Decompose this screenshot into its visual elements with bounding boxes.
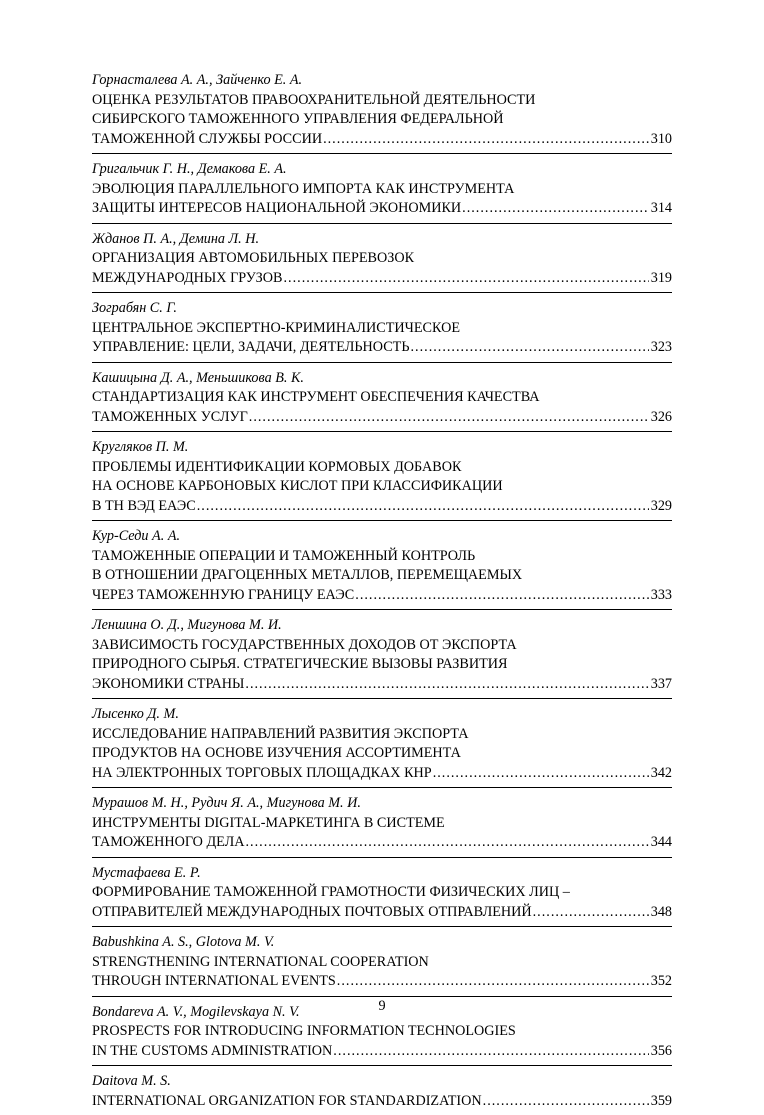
entry-authors: Daitova M. S. — [92, 1073, 171, 1089]
toc-entry[interactable] — [92, 520, 672, 605]
entry-page-number[interactable]: 356 — [650, 1042, 672, 1059]
entry-title-line: НА ЭЛЕКТРОННЫХ ТОРГОВЫХ ПЛОЩАДКАХ КНР — [92, 764, 432, 781]
toc-entry[interactable] — [92, 857, 672, 923]
entry-title-last-line — [92, 338, 672, 358]
entry-title-line: STRENGTHENING INTERNATIONAL COOPERATION — [92, 953, 429, 970]
entry-authors: Кашицына Д. А., Меньшикова В. К. — [92, 369, 304, 386]
entry-title-last-line — [92, 586, 672, 606]
dot-leader — [249, 408, 649, 428]
dot-leader — [246, 833, 649, 853]
entry-page-number[interactable]: 314 — [650, 200, 672, 216]
entry-title-line: ЧЕРЕЗ ТАМОЖЕННУЮ ГРАНИЦУ ЕАЭС — [92, 586, 355, 603]
toc-entry[interactable] — [92, 71, 672, 149]
entry-authors: Кур-Седи А. А. — [92, 528, 181, 544]
entry-authors: Лысенко Д. М. — [92, 706, 179, 722]
entry-title-line: ЗАЩИТЫ ИНТЕРЕСОВ НАЦИОНАЛЬНОЙ ЭКОНОМИКИ — [92, 200, 462, 216]
entry-title-line: ТАМОЖЕННЫЕ ОПЕРАЦИИ И ТАМОЖЕННЫЙ КОНТРОЛЬ — [92, 547, 476, 564]
toc-entry[interactable] — [92, 292, 672, 358]
entry-page-number[interactable]: 342 — [650, 764, 672, 781]
entry-authors: Григальчик Г. Н., Демакова Е. А. — [92, 161, 287, 177]
entry-title-line: ЭВОЛЮЦИЯ ПАРАЛЛЕЛЬНОГО ИМПОРТА КАК ИНСТРУМЕНТА — [92, 180, 515, 197]
entry-title-line: ЭКОНОМИКИ СТРАНЫ — [92, 675, 245, 692]
entry-title-line: ИССЛЕДОВАНИЕ НАПРАВЛЕНИЙ РАЗВИТИЯ ЭКСПОРТА — [92, 725, 469, 742]
dot-leader — [355, 586, 648, 606]
entry-page-number[interactable]: 310 — [650, 130, 672, 147]
entry-title-line: ЦЕНТРАЛЬНОЕ ЭКСПЕРТНО-КРИМИНАЛИСТИЧЕСКОЕ — [92, 319, 460, 336]
dot-leader — [284, 269, 649, 289]
dot-leader — [433, 764, 649, 784]
entry-authors: Горнасталева А. А., Зайченко Е. А. — [92, 72, 303, 88]
toc-entry[interactable] — [92, 609, 672, 694]
entry-title-last-line — [92, 675, 672, 695]
toc-entry[interactable] — [92, 431, 672, 516]
dot-leader — [533, 903, 649, 923]
dot-leader — [462, 199, 649, 219]
entry-title-line: В ОТНОШЕНИИ ДРАГОЦЕННЫХ МЕТАЛЛОВ, ПЕРЕМЕЩАЕМЫХ — [92, 567, 523, 583]
entry-title-line: ТАМОЖЕННОЙ СЛУЖБЫ РОССИИ — [92, 130, 323, 147]
entry-title-last-line — [92, 269, 672, 289]
entry-title-last-line — [92, 130, 672, 150]
table-of-contents — [92, 71, 672, 1115]
page-number: 9 — [378, 998, 386, 1014]
entry-title-line: IN THE CUSTOMS ADMINISTRATION — [92, 1042, 333, 1059]
dot-leader — [483, 1092, 649, 1112]
entry-page-number[interactable]: 344 — [650, 834, 672, 850]
entry-authors: Babushkina A. S., Glotova M. V. — [92, 934, 275, 950]
dot-leader — [197, 497, 649, 517]
entry-page-number[interactable]: 337 — [650, 675, 672, 692]
entry-title-line: ПРИРОДНОГО СЫРЬЯ. СТРАТЕГИЧЕСКИЕ ВЫЗОВЫ РАЗВИТИЯ — [92, 656, 508, 672]
entry-authors: Bondareva A. V., Mogilevskaya N. V. — [92, 1003, 300, 1020]
toc-entry[interactable] — [92, 698, 672, 783]
entry-title-line: THROUGH INTERNATIONAL EVENTS — [92, 973, 336, 989]
entry-title-last-line — [92, 408, 672, 428]
entry-authors: Леншина О. Д., Мигунова М. И. — [92, 617, 282, 633]
toc-entry[interactable] — [92, 926, 672, 992]
entry-title-line: СИБИРСКОГО ТАМОЖЕННОГО УПРАВЛЕНИЯ ФЕДЕРАЛЬНОЙ — [92, 111, 504, 127]
entry-title-last-line — [92, 497, 672, 517]
entry-title-last-line — [92, 903, 672, 923]
dot-leader — [337, 972, 649, 992]
entry-page-number[interactable]: 348 — [650, 903, 672, 920]
entry-title-line: МЕЖДУНАРОДНЫХ ГРУЗОВ — [92, 269, 283, 286]
dot-leader — [323, 130, 649, 150]
entry-title-line: ИНСТРУМЕНТЫ DIGITAL-МАРКЕТИНГА В СИСТЕМЕ — [92, 814, 445, 831]
entry-title-last-line — [92, 833, 672, 853]
toc-entry[interactable] — [92, 153, 672, 219]
entry-title-line: INTERNATIONAL ORGANIZATION FOR STANDARDIZATION — [92, 1092, 482, 1109]
toc-entry[interactable] — [92, 1065, 672, 1111]
entry-title-last-line — [92, 1042, 672, 1062]
entry-title-line: ТАМОЖЕННЫХ УСЛУГ — [92, 408, 248, 425]
entry-title-line: УПРАВЛЕНИЕ: ЦЕЛИ, ЗАДАЧИ, ДЕЯТЕЛЬНОСТЬ — [92, 339, 410, 355]
entry-title-line: ЗАВИСИМОСТЬ ГОСУДАРСТВЕННЫХ ДОХОДОВ ОТ ЭКСПОРТА — [92, 636, 517, 653]
entry-page-number[interactable]: 329 — [650, 497, 672, 514]
dot-leader — [245, 675, 648, 695]
entry-title-line: ОТПРАВИТЕЛЕЙ МЕЖДУНАРОДНЫХ ПОЧТОВЫХ ОТПРАВЛЕНИЙ — [92, 903, 532, 920]
entry-title-line: ФОРМИРОВАНИЕ ТАМОЖЕННОЙ ГРАМОТНОСТИ ФИЗИЧЕСКИХ ЛИЦ – — [92, 884, 570, 900]
entry-title-last-line — [92, 764, 672, 784]
entry-page-number[interactable]: 359 — [650, 1092, 672, 1109]
entry-title-last-line — [92, 199, 672, 219]
entry-title-line: СТАНДАРТИЗАЦИЯ КАК ИНСТРУМЕНТ ОБЕСПЕЧЕНИЯ КАЧЕСТВА — [92, 389, 540, 405]
toc-entry[interactable] — [92, 223, 672, 289]
entry-authors: Мурашов М. Н., Рудич Я. А., Мигунова М. И. — [92, 795, 361, 811]
entry-title-line: ПРОБЛЕМЫ ИДЕНТИФИКАЦИИ КОРМОВЫХ ДОБАВОК — [92, 458, 462, 475]
toc-entry[interactable] — [92, 362, 672, 428]
entry-title-line: ПРОДУКТОВ НА ОСНОВЕ ИЗУЧЕНИЯ АССОРТИМЕНТА — [92, 745, 461, 761]
entry-authors: Кругляков П. М. — [92, 439, 189, 455]
dot-leader — [411, 338, 649, 358]
entry-title-line: ТАМОЖЕННОГО ДЕЛА — [92, 834, 245, 850]
entry-title-line: PROSPECTS FOR INTRODUCING INFORMATION TECHNOLOGIES — [92, 1023, 516, 1039]
entry-page-number[interactable]: 326 — [650, 408, 672, 425]
entry-title-line: НА ОСНОВЕ КАРБОНОВЫХ КИСЛОТ ПРИ КЛАССИФИКАЦИИ — [92, 478, 503, 494]
dot-leader — [333, 1042, 648, 1062]
entry-title-last-line — [92, 972, 672, 992]
entry-title-last-line — [92, 1092, 672, 1112]
entry-page-number[interactable]: 319 — [650, 269, 672, 286]
entry-page-number[interactable]: 352 — [650, 973, 672, 989]
entry-page-number[interactable]: 333 — [650, 586, 672, 603]
toc-entry[interactable] — [92, 787, 672, 853]
entry-title-line: В ТН ВЭД ЕАЭС — [92, 497, 196, 514]
entry-authors: Жданов П. А., Демина Л. Н. — [92, 230, 260, 247]
entry-authors: Мустафаева Е. Р. — [92, 864, 201, 881]
entry-authors: Зограбян С. Г. — [92, 300, 177, 316]
entry-title-line: ОРГАНИЗАЦИЯ АВТОМОБИЛЬНЫХ ПЕРЕВОЗОК — [92, 250, 415, 266]
entry-title-line: ОЦЕНКА РЕЗУЛЬТАТОВ ПРАВООХРАНИТЕЛЬНОЙ ДЕЯТЕЛЬНОСТИ — [92, 91, 536, 108]
entry-page-number[interactable]: 323 — [650, 339, 672, 355]
